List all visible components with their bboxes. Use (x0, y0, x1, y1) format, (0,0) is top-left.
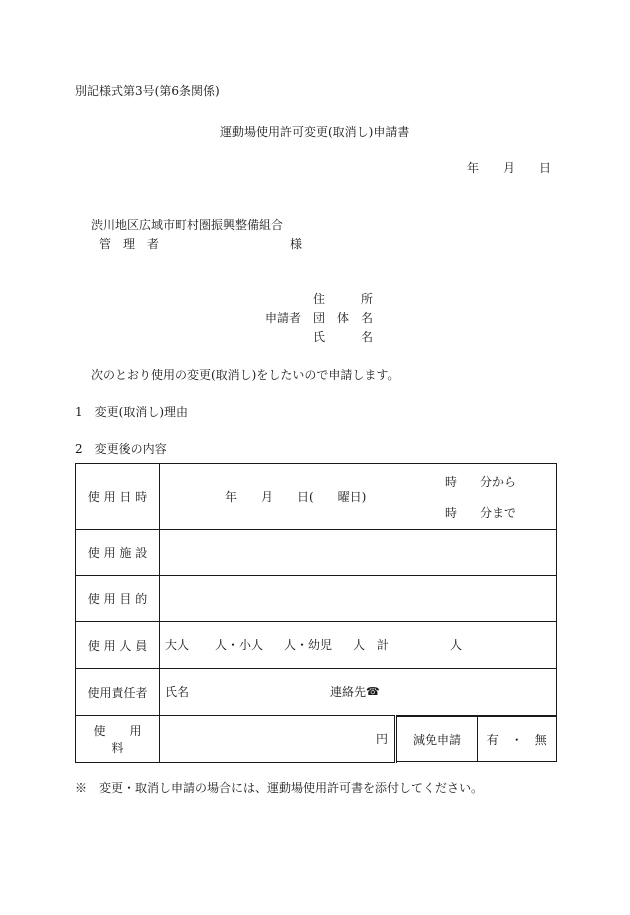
applicant-address-label: 住 所 (313, 292, 374, 306)
people-adult: 大人 (165, 638, 190, 652)
row-usage-datetime (76, 464, 557, 530)
label-fee: 使 用 料 (76, 716, 160, 763)
addressee-honorific: 様 (290, 237, 303, 251)
responsible-name-label: 氏名 (165, 685, 190, 699)
label-facility: 使 用 施 設 (76, 530, 160, 576)
applicant-group-label: 団 体 名 (313, 311, 374, 325)
label-people: 使 用 人 員 (76, 622, 160, 669)
label-usage-datetime: 使 用 日 時 (76, 464, 160, 530)
document-title: 運動場使用許可変更(取消し)申請書 (220, 125, 410, 139)
date-month-label: 月 (503, 161, 516, 175)
attachment-note: ※ 変更・取消し申請の場合には、運動場使用許可書を添付してください。 (75, 781, 484, 795)
people-infant: 人・幼児 (284, 638, 333, 652)
fee-yen: 円 (375, 732, 388, 746)
people-unit: 人 (450, 638, 463, 652)
usage-table (75, 463, 557, 763)
label-responsible: 使用責任者 (76, 669, 160, 716)
field-fee[interactable] (160, 716, 396, 763)
section-changed-content: 2 変更後の内容 (75, 442, 167, 456)
datetime-hour2: 時 (445, 506, 458, 520)
row-fee (76, 716, 557, 763)
field-facility[interactable] (160, 530, 557, 576)
label-purpose: 使 用 目 的 (76, 576, 160, 622)
exemption-label: 減免申請 (397, 717, 478, 762)
exemption-subtable (397, 716, 557, 762)
exemption-group (396, 716, 557, 763)
row-people (76, 622, 557, 669)
field-responsible[interactable] (160, 669, 557, 716)
section-change-reason: 1 変更(取消し)理由 (75, 405, 188, 419)
people-child: 人・小人 (215, 638, 264, 652)
datetime-hour1: 時 (445, 475, 458, 489)
form-number: 別記様式第3号(第6条関係) (75, 84, 220, 98)
phone-icon: ☎ (366, 685, 380, 698)
date-day-label: 日 (539, 161, 552, 175)
row-purpose (76, 576, 557, 622)
datetime-from: 分から (480, 475, 517, 489)
date-year-label: 年 (467, 161, 480, 175)
addressee-role: 管 理 者 (99, 237, 160, 251)
applicant-name-label: 氏 名 (313, 330, 374, 344)
applicant-prefix: 申請者 (265, 311, 302, 325)
application-statement: 次のとおり使用の変更(取消し)をしたいので申請します。 (91, 368, 400, 382)
field-people[interactable] (160, 622, 557, 669)
responsible-contact-label: 連絡先 (330, 685, 367, 699)
row-facility (76, 530, 557, 576)
exemption-options[interactable]: 有 ・ 無 (478, 717, 557, 762)
field-usage-datetime[interactable] (160, 464, 557, 530)
datetime-to: 分まで (480, 506, 517, 520)
addressee-org: 渋川地区広域市町村圏振興整備組合 (91, 218, 284, 232)
row-responsible (76, 669, 557, 716)
field-purpose[interactable] (160, 576, 557, 622)
datetime-date-text: 年 月 日( 曜日) (225, 490, 367, 504)
people-total: 人 計 (353, 638, 390, 652)
